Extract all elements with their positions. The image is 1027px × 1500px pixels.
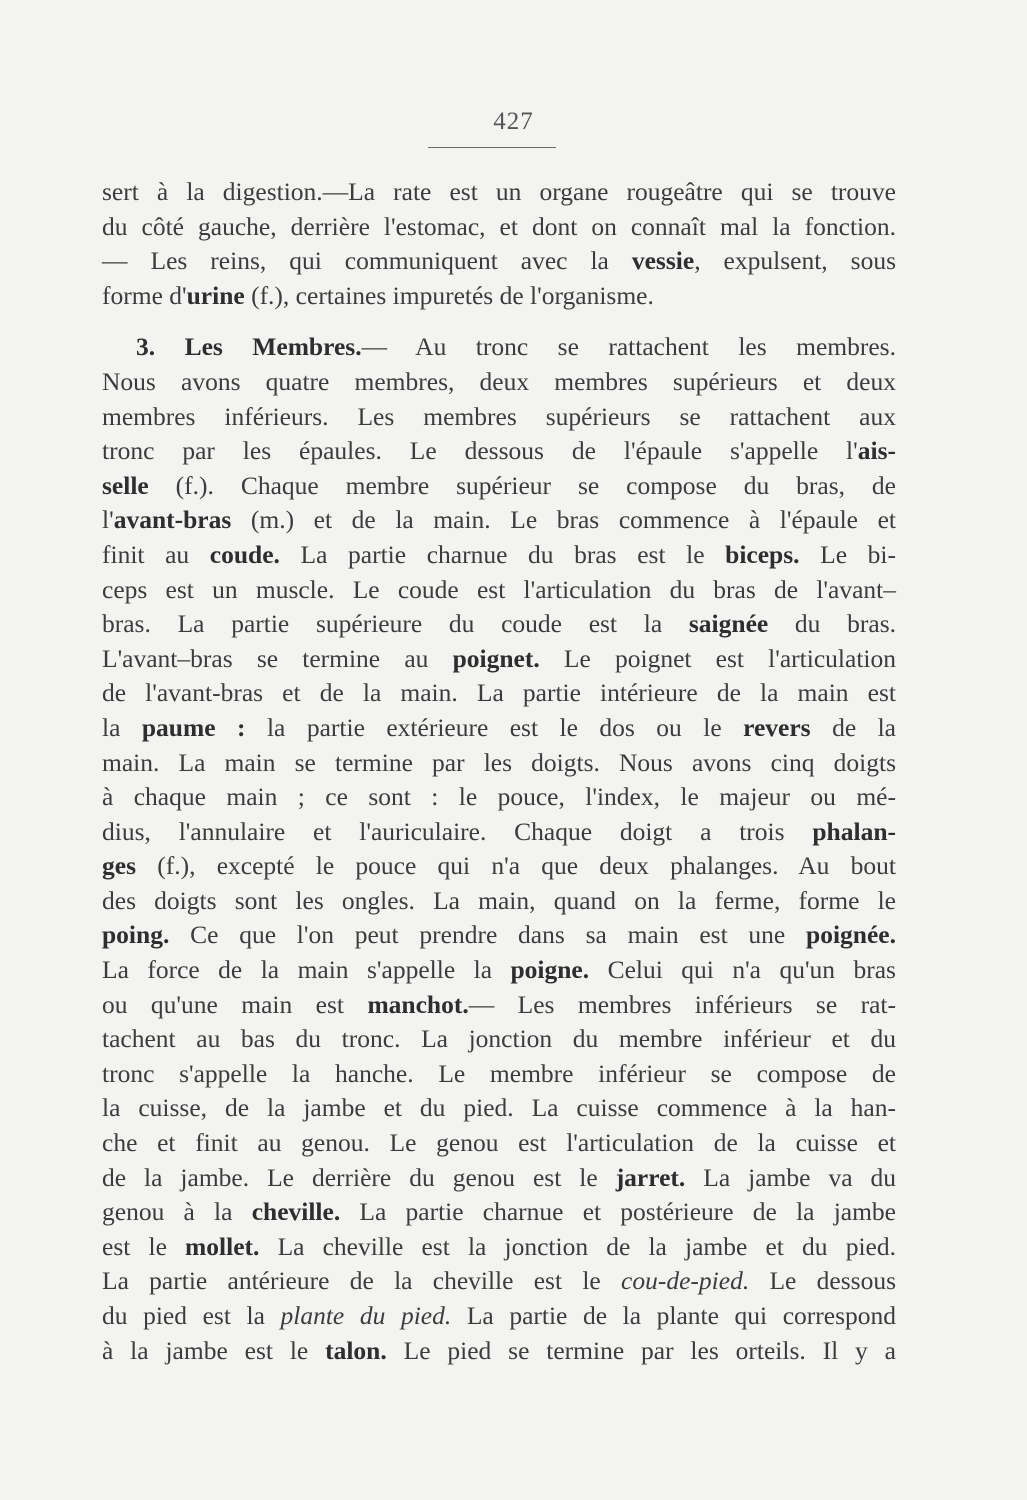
page-number: 427	[493, 108, 534, 135]
text-line: du côté gauche, derrière l'estomac, et dont on connaît mal la fonction.	[102, 211, 896, 241]
text-line: ceps est un muscle. Le coude est l'articulation du bras de l'avant–	[102, 574, 896, 604]
paragraph-digestion	[102, 175, 896, 313]
section-heading: 3. Les Membres.	[136, 332, 362, 362]
text-line: finit au coude. La partie charnue du bras est le biceps. Le bi-	[102, 539, 896, 569]
text-line: tronc s'appelle la hanche. Le membre inférieur se compose de	[102, 1058, 896, 1088]
text-line: l'avant-bras (m.) et de la main. Le bras commence à l'épaule et	[102, 505, 896, 535]
text-line: à la jambe est le talon. Le pied se termine par les orteils. Il y a	[102, 1335, 896, 1365]
text-line: est le mollet. La cheville est la jonction de la jambe et du pied.	[102, 1231, 896, 1261]
body-text	[102, 175, 896, 1368]
text-line: bras. La partie supérieure du coude est la saignée du bras.	[102, 609, 896, 639]
text-line: che et finit au genou. Le genou est l'articulation de la cuisse et	[102, 1128, 896, 1158]
text-line: membres inférieurs. Les membres supérieurs se rattachent aux	[102, 401, 896, 431]
text-line: ges (f.), excepté le pouce qui n'a que deux phalanges. Au bout	[102, 851, 896, 881]
text-line: L'avant–bras se termine au poignet. Le poignet est l'articulation	[102, 643, 896, 673]
text-line: tronc par les épaules. Le dessous de l'épaule s'appelle l'ais-	[102, 436, 896, 466]
header-rule	[428, 147, 556, 148]
text-line: de la jambe. Le derrière du genou est le jarret. La jambe va du	[102, 1162, 896, 1192]
text-line: forme d'urine (f.), certaines impuretés de l'organisme.	[102, 280, 654, 310]
text-line: poing. Ce que l'on peut prendre dans sa main est une poignée.	[102, 920, 896, 950]
text-line: à chaque main ; ce sont : le pouce, l'index, le majeur ou mé-	[102, 782, 896, 812]
text-line: sert à la digestion.—La rate est un organe rougeâtre qui se trouve	[102, 177, 896, 206]
text-line: ou qu'une main est manchot.— Les membres inférieurs se rat-	[102, 989, 896, 1019]
text-line: la cuisse, de la jambe et du pied. La cuisse commence à la han-	[102, 1093, 896, 1123]
text-line: de l'avant-bras et de la main. La partie intérieure de la main est	[102, 678, 896, 708]
text-line: du pied est la plante du pied. La partie de la plante qui correspond	[102, 1301, 896, 1330]
section-heading-line: 3. Les Membres.— Au tronc se rattachent les membres.	[136, 332, 896, 362]
text-line: des doigts sont les ongles. La main, quand on la ferme, forme le	[102, 885, 896, 915]
text-line: La force de la main s'appelle la poigne. Celui qui n'a qu'un bras	[102, 955, 896, 985]
text-line: tachent au bas du tronc. La jonction du membre inférieur et du	[102, 1024, 896, 1054]
text-line: Nous avons quatre membres, deux membres supérieurs et deux	[102, 366, 896, 396]
term-vessie: vessie	[631, 246, 695, 276]
text-line: main. La main se termine par les doigts. Nous avons cinq doigts	[102, 747, 896, 777]
text-line: — Les reins, qui communiquent avec la vessie, expulsent, sous	[102, 246, 896, 276]
text-line: dius, l'annulaire et l'auriculaire. Chaque doigt a trois phalan-	[102, 816, 896, 846]
term-urine: urine	[186, 280, 245, 310]
text-line: La partie antérieure de la cheville est le cou-de-pied. Le dessous	[102, 1266, 897, 1296]
paragraph-membres	[102, 330, 896, 1368]
text-line: la paume : la partie extérieure est le dos ou le revers de la	[102, 712, 897, 742]
text-line: genou à la cheville. La partie charnue et postérieure de la jambe	[102, 1197, 896, 1227]
text-line: selle (f.). Chaque membre supérieur se compose du bras, de	[102, 470, 896, 500]
